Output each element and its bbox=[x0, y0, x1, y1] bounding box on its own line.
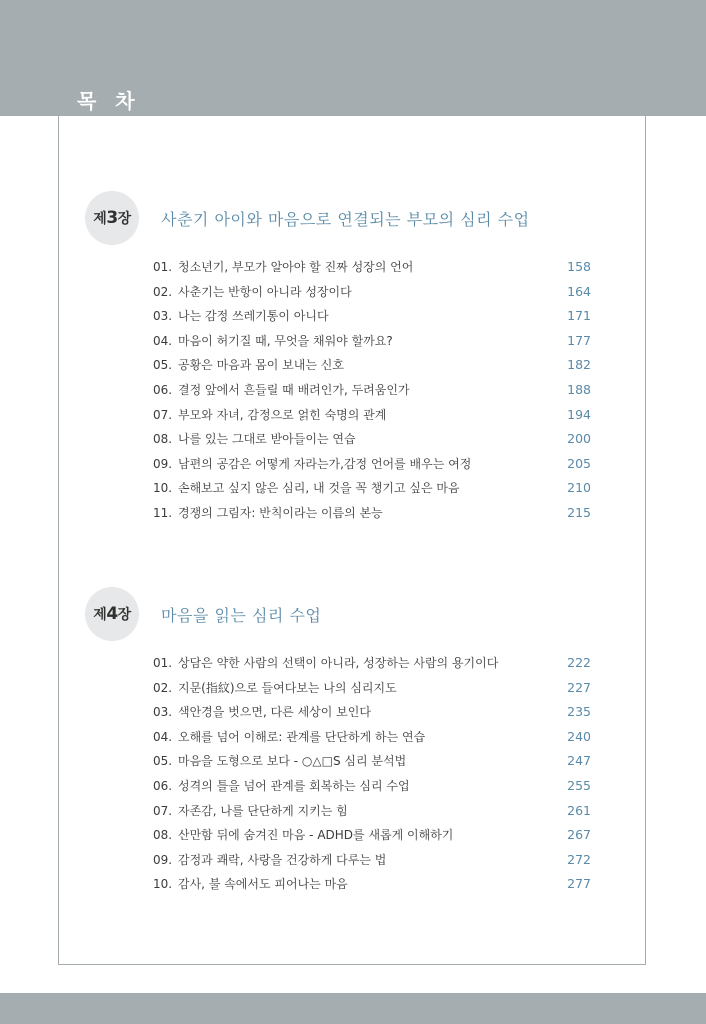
toc-title-bar bbox=[59, 59, 645, 116]
entry-index: 05. bbox=[153, 754, 173, 769]
chapter-3 bbox=[85, 191, 625, 520]
chapter-label-prefix: 제 bbox=[93, 607, 107, 623]
entry-index: 08. bbox=[153, 828, 173, 843]
entry-index: 05. bbox=[153, 358, 173, 373]
entry-page: 210 bbox=[567, 480, 591, 496]
entry-index: 09. bbox=[153, 456, 173, 471]
toc-entry[interactable] bbox=[85, 823, 625, 848]
entry-page: 240 bbox=[567, 728, 591, 744]
toc-entry[interactable] bbox=[85, 774, 625, 799]
entry-page: 171 bbox=[567, 308, 591, 324]
chapter-title[interactable]: 마음을 읽는 심리 수업 bbox=[161, 606, 322, 625]
toc-entry[interactable] bbox=[85, 353, 625, 378]
toc-entry[interactable] bbox=[85, 280, 625, 305]
entry-title: 상담은 약한 사람의 선택이 아니라, 성장하는 사람의 용기이다 bbox=[178, 656, 499, 670]
toc-entry[interactable] bbox=[85, 872, 625, 897]
chapter-header bbox=[85, 191, 625, 243]
entry-index: 04. bbox=[153, 729, 173, 744]
entry-index: 03. bbox=[153, 309, 173, 324]
chapter-label-suffix: 장 bbox=[117, 607, 131, 623]
entry-title: 사춘기는 반항이 아니라 성장이다 bbox=[178, 284, 352, 299]
entry-index: 06. bbox=[153, 382, 173, 397]
entry-page: 277 bbox=[567, 876, 591, 892]
entry-index: 10. bbox=[153, 877, 173, 892]
toc-title: 목 차 bbox=[77, 89, 141, 113]
entry-title: 청소년기, 부모가 알아야 할 진짜 성장의 언어 bbox=[178, 260, 414, 274]
entry-page: 272 bbox=[567, 851, 591, 867]
entry-title: 감정과 쾌락, 사랑을 건강하게 다루는 법 bbox=[178, 852, 387, 867]
chapter-4 bbox=[85, 587, 625, 892]
entry-title: 마음을 도형으로 보다 - ○△□S 심리 분석법 bbox=[178, 754, 407, 769]
entry-index: 01. bbox=[153, 260, 173, 274]
entry-page: 188 bbox=[567, 381, 591, 397]
toc-entry[interactable] bbox=[85, 651, 625, 676]
toc-entry[interactable] bbox=[85, 403, 625, 428]
entry-title: 오해를 넘어 이해로: 관계를 단단하게 하는 연습 bbox=[178, 729, 426, 744]
toc-entry[interactable] bbox=[85, 749, 625, 774]
entry-index: 07. bbox=[153, 803, 173, 818]
entry-index: 02. bbox=[153, 680, 173, 695]
entry-page: 177 bbox=[567, 332, 591, 348]
toc-entry[interactable] bbox=[85, 476, 625, 501]
entry-page: 215 bbox=[567, 504, 591, 520]
entry-page: 200 bbox=[567, 431, 591, 447]
chapter-header bbox=[85, 587, 625, 639]
entry-title: 색안경을 벗으면, 다른 세상이 보인다 bbox=[178, 705, 371, 720]
chapter-label-number: 4 bbox=[106, 604, 118, 624]
entry-index: 11. bbox=[153, 505, 173, 520]
entry-page: 227 bbox=[567, 679, 591, 695]
toc-entry[interactable] bbox=[85, 329, 625, 354]
entry-index: 09. bbox=[153, 852, 173, 867]
entry-index: 07. bbox=[153, 407, 173, 422]
chapter-label-prefix: 제 bbox=[93, 211, 107, 227]
entry-page: 235 bbox=[567, 704, 591, 720]
toc-entry[interactable] bbox=[85, 501, 625, 526]
entry-page: 222 bbox=[567, 655, 591, 670]
entry-page: 255 bbox=[567, 777, 591, 793]
entry-title: 나를 있는 그대로 받아들이는 연습 bbox=[178, 432, 356, 447]
entry-index: 02. bbox=[153, 284, 173, 299]
entry-title: 마음이 허기질 때, 무엇을 채워야 할까요? bbox=[178, 333, 393, 348]
entry-title: 성격의 틀을 넘어 관계를 회복하는 심리 수업 bbox=[178, 778, 410, 793]
toc-entry[interactable] bbox=[85, 378, 625, 403]
entry-title: 결정 앞에서 흔들릴 때 배려인가, 두려움인가 bbox=[178, 382, 410, 397]
chapter-label bbox=[85, 587, 139, 641]
toc-entry[interactable] bbox=[85, 676, 625, 701]
entry-page: 182 bbox=[567, 357, 591, 373]
toc-entry[interactable] bbox=[85, 799, 625, 824]
toc-entry[interactable] bbox=[85, 700, 625, 725]
toc-frame bbox=[58, 58, 646, 965]
entry-title: 경쟁의 그림자: 반칙이라는 이름의 본능 bbox=[178, 505, 383, 520]
entry-title: 부모와 자녀, 감정으로 얽힌 숙명의 관계 bbox=[178, 407, 387, 422]
entry-title: 산만함 뒤에 숨겨진 마음 - ADHD를 새롭게 이해하기 bbox=[178, 828, 454, 843]
toc-entry[interactable] bbox=[85, 848, 625, 873]
chapter-title[interactable]: 사춘기 아이와 마음으로 연결되는 부모의 심리 수업 bbox=[161, 210, 530, 229]
toc-entry[interactable] bbox=[85, 452, 625, 477]
chapter-label-suffix: 장 bbox=[117, 211, 131, 227]
entry-title: 나는 감정 쓰레기통이 아니다 bbox=[178, 309, 329, 324]
entry-title: 남편의 공감은 어떻게 자라는가,감정 언어를 배우는 여정 bbox=[178, 456, 472, 471]
entry-page: 205 bbox=[567, 455, 591, 471]
entry-list bbox=[85, 255, 625, 526]
entry-title: 감사, 불 속에서도 피어나는 마음 bbox=[178, 877, 348, 892]
entry-title: 지문(指紋)으로 들여다보는 나의 심리지도 bbox=[178, 680, 397, 695]
toc-entry[interactable] bbox=[85, 304, 625, 329]
entry-index: 01. bbox=[153, 656, 173, 670]
entry-index: 06. bbox=[153, 778, 173, 793]
entry-index: 03. bbox=[153, 705, 173, 720]
toc-entry[interactable] bbox=[85, 427, 625, 452]
toc-entry[interactable] bbox=[85, 725, 625, 750]
entry-index: 10. bbox=[153, 481, 173, 496]
entry-index: 04. bbox=[153, 333, 173, 348]
entry-index: 08. bbox=[153, 432, 173, 447]
chapter-label-number: 3 bbox=[106, 208, 118, 228]
entry-page: 158 bbox=[567, 259, 591, 274]
entry-title: 손해보고 싶지 않은 심리, 내 것을 꼭 챙기고 싶은 마음 bbox=[178, 481, 460, 496]
entry-page: 194 bbox=[567, 406, 591, 422]
entry-page: 267 bbox=[567, 827, 591, 843]
chapter-label bbox=[85, 191, 139, 245]
toc-entry[interactable] bbox=[85, 255, 625, 280]
entry-title: 자존감, 나를 단단하게 지키는 힘 bbox=[178, 803, 348, 818]
entry-page: 164 bbox=[567, 283, 591, 299]
entry-page: 261 bbox=[567, 802, 591, 818]
bottom-band bbox=[0, 993, 706, 1024]
entry-title: 공황은 마음과 몸이 보내는 신호 bbox=[178, 358, 344, 373]
entry-list bbox=[85, 651, 625, 897]
entry-page: 247 bbox=[567, 753, 591, 769]
